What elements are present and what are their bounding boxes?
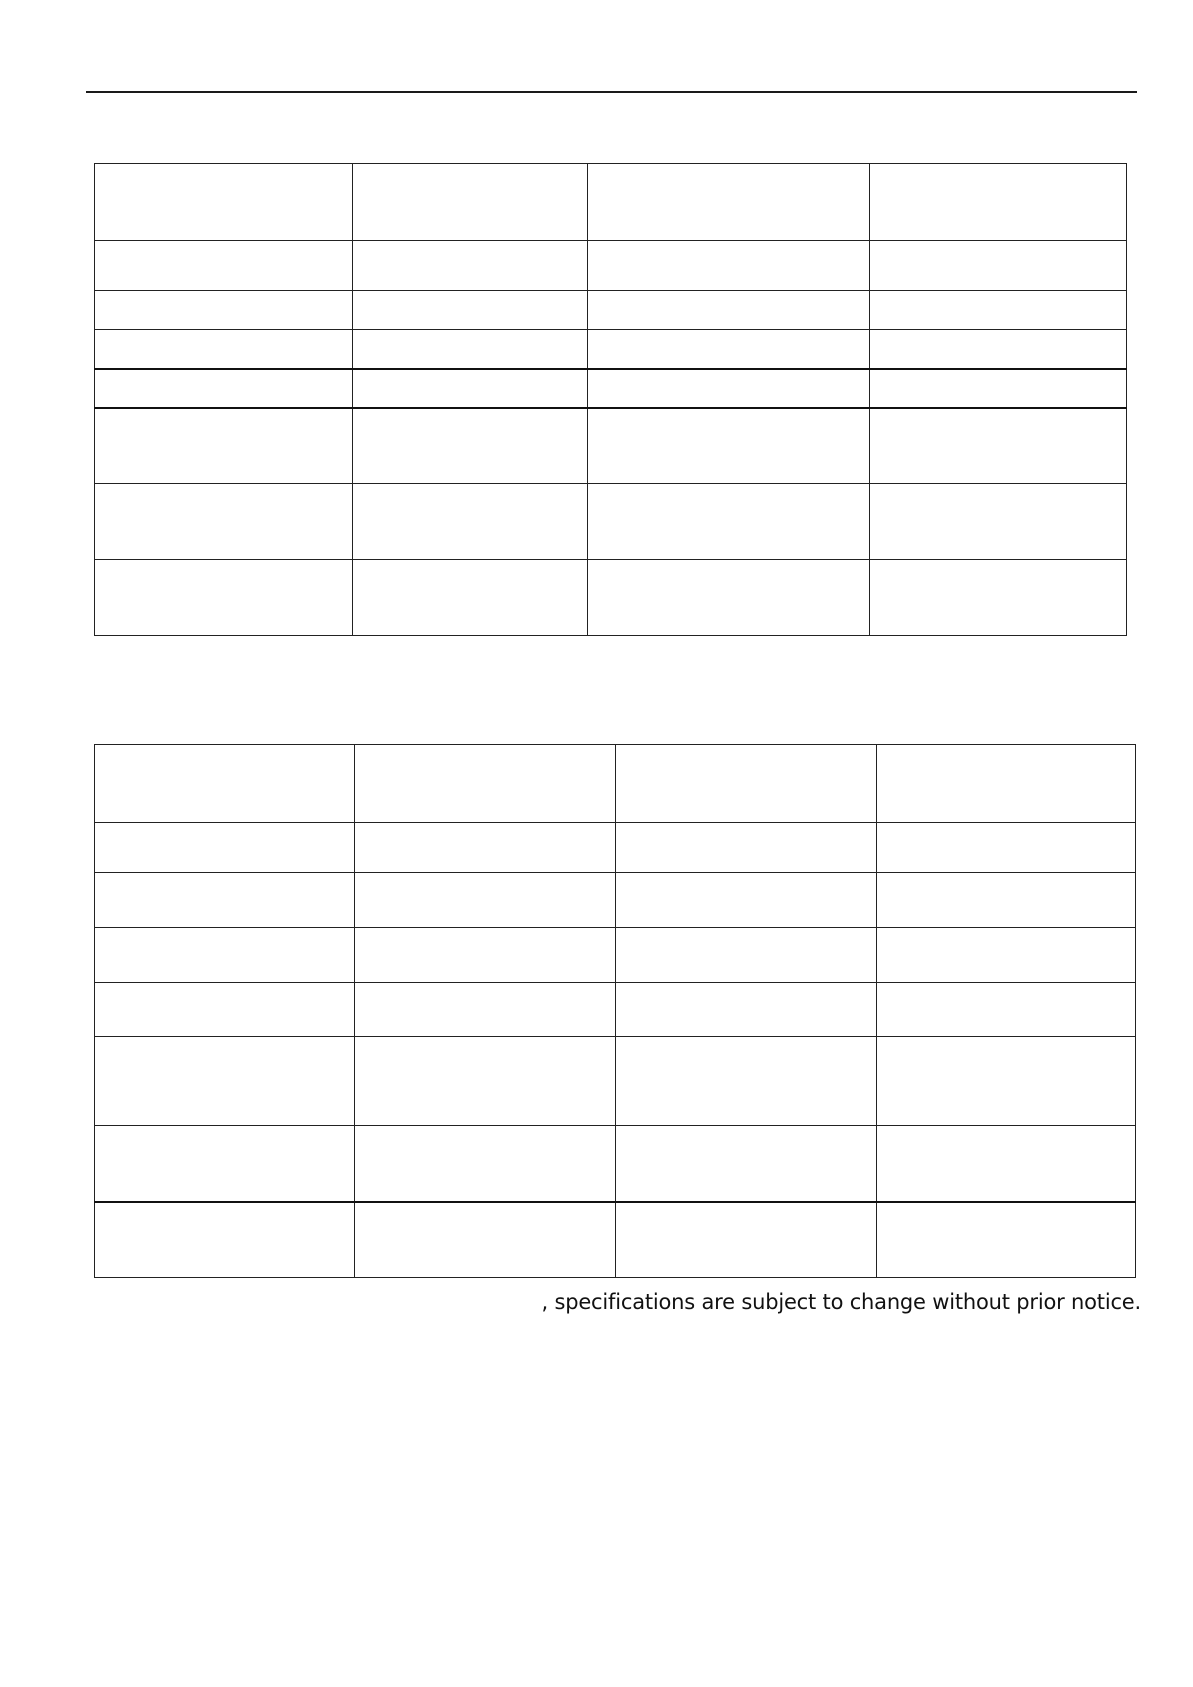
table-cell	[877, 928, 1136, 983]
table-cell	[353, 408, 588, 484]
table-cell	[95, 560, 353, 636]
table-row	[95, 369, 1127, 408]
table-cell	[877, 1126, 1136, 1202]
table-row	[95, 330, 1127, 369]
table-cell	[616, 745, 877, 823]
table-cell	[95, 164, 353, 241]
table-cell	[877, 873, 1136, 928]
table-cell	[353, 164, 588, 241]
table-cell	[616, 873, 877, 928]
table-cell	[870, 164, 1127, 241]
table-cell	[95, 823, 355, 873]
table-cell	[616, 1037, 877, 1126]
table-cell	[355, 983, 616, 1037]
table-row	[95, 560, 1127, 636]
table-row	[95, 983, 1136, 1037]
table-cell	[616, 823, 877, 873]
table-cell	[877, 1202, 1136, 1278]
table-row	[95, 1202, 1136, 1278]
table-cell	[353, 560, 588, 636]
table-row	[95, 823, 1136, 873]
table-cell	[353, 241, 588, 291]
table-cell	[355, 873, 616, 928]
table-cell	[877, 1037, 1136, 1126]
table-cell	[95, 291, 353, 330]
table-row	[95, 291, 1127, 330]
table-cell	[355, 1126, 616, 1202]
table-cell	[355, 1202, 616, 1278]
table-cell	[95, 1126, 355, 1202]
table-cell	[588, 291, 870, 330]
table-row	[95, 873, 1136, 928]
spec-table-1	[94, 163, 1127, 636]
table-row	[95, 1037, 1136, 1126]
table-cell	[95, 369, 353, 408]
table-cell	[353, 291, 588, 330]
table-cell	[353, 369, 588, 408]
table-cell	[870, 484, 1127, 560]
table-cell	[870, 408, 1127, 484]
table-cell	[870, 369, 1127, 408]
table-cell	[95, 241, 353, 291]
table-cell	[355, 1037, 616, 1126]
table-cell	[870, 560, 1127, 636]
table-row	[95, 484, 1127, 560]
table-cell	[95, 928, 355, 983]
table-row	[95, 164, 1127, 241]
table-cell	[588, 484, 870, 560]
table-cell	[877, 983, 1136, 1037]
table-cell	[95, 873, 355, 928]
table-row	[95, 745, 1136, 823]
table-cell	[588, 164, 870, 241]
table-cell	[870, 330, 1127, 369]
table-cell	[355, 928, 616, 983]
table-cell	[95, 745, 355, 823]
table-cell	[95, 1202, 355, 1278]
table-cell	[588, 369, 870, 408]
table-cell	[588, 241, 870, 291]
table-cell	[616, 928, 877, 983]
table-cell	[877, 745, 1136, 823]
table-cell	[616, 983, 877, 1037]
table-cell	[877, 823, 1136, 873]
table-row	[95, 408, 1127, 484]
table-cell	[870, 241, 1127, 291]
table-cell	[95, 408, 353, 484]
table-cell	[95, 1037, 355, 1126]
table-cell	[588, 560, 870, 636]
spec-table-2	[94, 744, 1136, 1278]
table-cell	[95, 484, 353, 560]
header-rule	[86, 91, 1137, 93]
table-cell	[353, 330, 588, 369]
table-row	[95, 928, 1136, 983]
table-cell	[95, 983, 355, 1037]
table-row	[95, 1126, 1136, 1202]
table-cell	[355, 745, 616, 823]
table-cell	[588, 330, 870, 369]
table-cell	[588, 408, 870, 484]
table-row	[95, 241, 1127, 291]
specifications-footnote: , specifications are subject to change without prior notice.	[541, 1290, 1141, 1314]
table-cell	[616, 1202, 877, 1278]
table-cell	[95, 330, 353, 369]
table-cell	[355, 823, 616, 873]
table-cell	[353, 484, 588, 560]
table-cell	[616, 1126, 877, 1202]
table-cell	[870, 291, 1127, 330]
